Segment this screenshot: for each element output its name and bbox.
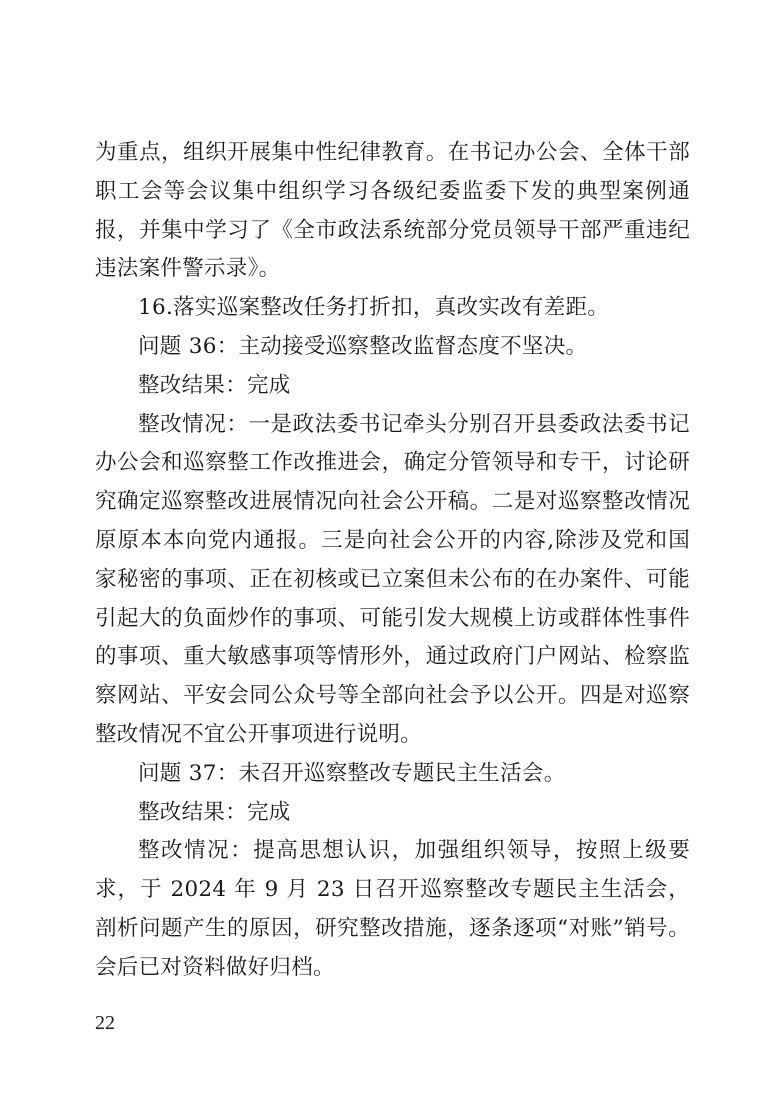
issue-36-details: 整改情况：一是政法委书记牵头分别召开县委政法委书记办公会和巡察整工作改推进会，确定分管领导和专干，讨论研究确定巡察整改进展情况向社会公开稿。二是对巡察整改情况原原本本向党内通报。三是向社会公开的内容,除涉及党和国家秘密的事项、正在初核或已立案但未公布的在办案件、可能引起大的负面炒作的事项、可能引发大规模上访或群体性事件的事项、重大敏感事项等情形外，通过政府门户网站、检察监察网站、平安会同公众号等全部向社会予以公开。四是对巡察整改情况不宜公开事项进行说明。: [95, 411, 690, 747]
page-number: 22: [95, 1012, 115, 1034]
issue-37-result: 整改结果：完成: [138, 799, 291, 825]
issue-37-title: 问题 37：未召开巡察整改专题民主生活会。: [138, 760, 566, 786]
issue-36-result: 整改结果：完成: [138, 372, 291, 398]
section-heading-16: 16.落实巡案整改任务打折扣，真改实改有差距。: [138, 295, 610, 321]
issue-37-details: 整改情况：提高思想认识，加强组织领导，按照上级要求，于 2024 年 9 月 23 日召开巡察整改专题民主生活会，剖析问题产生的原因，研究整改措施，逐条逐项“对账”销号。会后已对资料做好归档。: [95, 838, 690, 980]
paragraph-continuation: 为重点，组织开展集中性纪律教育。在书记办公会、全体干部职工会等会议集中组织学习各级纪委监委下发的典型案例通报，并集中学习了《全市政法系统部分党员领导干部严重违纪违法案件警示录》。: [95, 140, 690, 282]
issue-36-title: 问题 36：主动接受巡察整改监督态度不坚决。: [138, 333, 588, 359]
document-body: [95, 134, 690, 988]
